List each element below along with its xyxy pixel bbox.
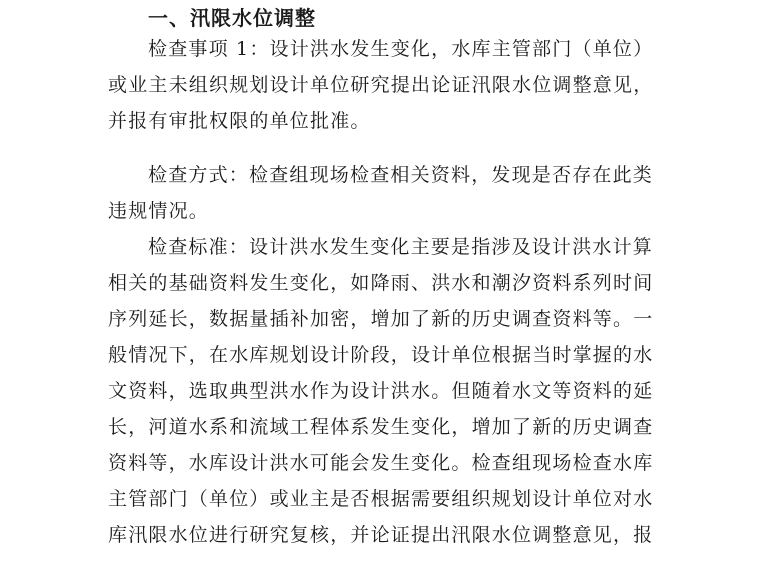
paragraph-check-standard bbox=[108, 229, 668, 553]
paragraph-line: 或业主未组织规划设计单位研究提出论证汛限水位调整意见， bbox=[108, 74, 654, 96]
paragraph-line: 违规情况。 bbox=[108, 200, 210, 222]
paragraph-line: 长，河道水系和流域工程体系发生变化，增加了新的历史调查 bbox=[108, 416, 654, 438]
paragraph-line: 相关的基础资料发生变化，如降雨、洪水和潮汐资料系列时间 bbox=[108, 272, 654, 294]
paragraph-line: 检查事项 1：设计洪水发生变化，水库主管部门（单位） bbox=[148, 38, 654, 60]
paragraph-line: 资料等，水库设计洪水可能会发生变化。检查组现场检查水库 bbox=[108, 452, 654, 474]
paragraph-check-method bbox=[108, 157, 668, 229]
paragraph-line: 并报有审批权限的单位批准。 bbox=[108, 110, 371, 132]
paragraph-line: 般情况下，在水库规划设计阶段，设计单位根据当时掌握的水 bbox=[108, 344, 654, 366]
paragraph-line: 库汛限水位进行研究复核，并论证提出汛限水位调整意见，报 bbox=[108, 524, 654, 546]
paragraph-line: 检查标准：设计洪水发生变化主要是指涉及设计洪水计算 bbox=[148, 236, 654, 258]
paragraph-line: 序列延长，数据量插补加密，增加了新的历史调查资料等。一 bbox=[108, 308, 654, 330]
paragraph-line: 主管部门（单位）或业主是否根据需要组织规划设计单位对水 bbox=[108, 488, 654, 510]
paragraph-line: 检查方式：检查组现场检查相关资料，发现是否存在此类 bbox=[148, 164, 654, 186]
section-heading: 一、汛限水位调整 bbox=[148, 6, 316, 30]
paragraph-line: 文资料，选取典型洪水作为设计洪水。但随着水文等资料的延 bbox=[108, 380, 654, 402]
paragraph-check-item bbox=[108, 31, 668, 139]
